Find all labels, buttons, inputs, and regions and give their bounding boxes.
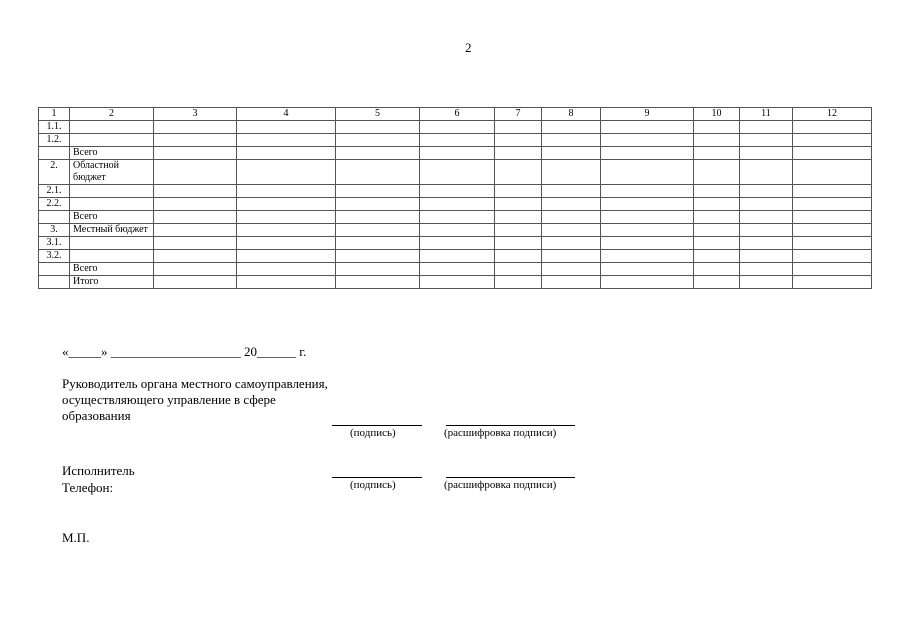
table-cell [336, 250, 420, 263]
head-signature-line [332, 425, 422, 426]
table-cell [793, 121, 872, 134]
row-label-cell: Итого [70, 276, 154, 289]
table-cell [336, 276, 420, 289]
table-cell [542, 198, 601, 211]
row-number-cell: 2.1. [39, 185, 70, 198]
table-cell [237, 121, 336, 134]
table-cell [601, 121, 694, 134]
table-row [39, 160, 872, 185]
row-label-cell [70, 237, 154, 250]
row-number-cell: 3.1. [39, 237, 70, 250]
table-row [39, 276, 872, 289]
table-cell [542, 237, 601, 250]
table-cell [793, 250, 872, 263]
table-cell [154, 121, 237, 134]
table-row [39, 224, 872, 237]
table-cell [237, 198, 336, 211]
page-number: 2 [465, 40, 472, 55]
table-cell [694, 198, 740, 211]
head-decoding-caption: (расшифровка подписи) [444, 427, 557, 439]
table-cell [694, 237, 740, 250]
row-number-cell [39, 276, 70, 289]
report-table [38, 107, 872, 289]
table-cell [420, 237, 495, 250]
date-line: «_____» ____________________ 20______ г. [62, 344, 307, 359]
header-cell: 5 [336, 108, 420, 121]
table-cell [154, 134, 237, 147]
table-cell [793, 224, 872, 237]
table-cell [495, 198, 542, 211]
table-cell [237, 263, 336, 276]
table-cell [154, 263, 237, 276]
table-cell [237, 237, 336, 250]
table-cell [336, 224, 420, 237]
table-cell [237, 147, 336, 160]
table-cell [793, 134, 872, 147]
table-cell [420, 147, 495, 160]
table-cell [495, 160, 542, 185]
table-cell [154, 224, 237, 237]
executor-signature-line [332, 477, 422, 478]
table-row [39, 211, 872, 224]
table-cell [793, 198, 872, 211]
table-cell [601, 185, 694, 198]
row-label-cell [70, 134, 154, 147]
table-cell [495, 276, 542, 289]
row-label-cell [70, 198, 154, 211]
table-cell [601, 237, 694, 250]
header-cell: 3 [154, 108, 237, 121]
table-cell [237, 250, 336, 263]
row-label-cell: Областной бюджет [70, 160, 154, 185]
stamp-label: М.П. [62, 530, 90, 545]
table-cell [694, 224, 740, 237]
table-cell [420, 198, 495, 211]
table-cell [601, 263, 694, 276]
table-cell [495, 211, 542, 224]
row-number-cell: 3. [39, 224, 70, 237]
row-label-cell [70, 121, 154, 134]
table-cell [740, 250, 793, 263]
table-cell [495, 250, 542, 263]
table-row [39, 250, 872, 263]
table-cell [601, 160, 694, 185]
table-row [39, 198, 872, 211]
table-cell [542, 134, 601, 147]
table-cell [740, 160, 793, 185]
table-cell [793, 263, 872, 276]
phone-label: Телефон: [62, 480, 114, 495]
table-cell [237, 185, 336, 198]
table-cell [793, 185, 872, 198]
table-cell [601, 276, 694, 289]
table-cell [154, 185, 237, 198]
header-cell: 9 [601, 108, 694, 121]
header-cell: 8 [542, 108, 601, 121]
head-decoding-line [446, 425, 575, 426]
executor-label: Исполнитель [62, 463, 135, 478]
row-number-cell: 2.2. [39, 198, 70, 211]
table-cell [237, 224, 336, 237]
table-cell [495, 121, 542, 134]
table-cell [740, 147, 793, 160]
header-cell: 10 [694, 108, 740, 121]
row-number-cell [39, 211, 70, 224]
row-label-cell [70, 250, 154, 263]
table-cell [420, 134, 495, 147]
table-cell [420, 224, 495, 237]
table-cell [740, 224, 793, 237]
table-cell [694, 263, 740, 276]
row-label-cell: Всего [70, 263, 154, 276]
table-cell [542, 276, 601, 289]
row-label-cell [70, 185, 154, 198]
table-cell [542, 263, 601, 276]
table-cell [694, 121, 740, 134]
table-cell [154, 211, 237, 224]
row-number-cell [39, 263, 70, 276]
header-cell: 11 [740, 108, 793, 121]
table-cell [336, 237, 420, 250]
table-cell [336, 160, 420, 185]
row-label-cell: Всего [70, 147, 154, 160]
table-cell [601, 250, 694, 263]
table-cell [793, 211, 872, 224]
table-cell [420, 121, 495, 134]
table-row [39, 134, 872, 147]
table-cell [237, 211, 336, 224]
head-title: Руководитель органа местного самоуправления, осуществляющего управление в сфере образования [62, 376, 328, 423]
header-cell: 7 [495, 108, 542, 121]
table-cell [336, 134, 420, 147]
table-cell [542, 250, 601, 263]
table-cell [542, 160, 601, 185]
header-cell: 1 [39, 108, 70, 121]
executor-decoding-caption: (расшифровка подписи) [444, 479, 557, 491]
table-cell [495, 237, 542, 250]
table-cell [336, 211, 420, 224]
table-cell [740, 237, 793, 250]
row-number-cell: 3.2. [39, 250, 70, 263]
row-number-cell: 1.2. [39, 134, 70, 147]
table-cell [154, 237, 237, 250]
table-cell [237, 134, 336, 147]
table-header-row [39, 108, 872, 121]
executor-signature-caption: (подпись) [350, 479, 396, 491]
table-cell [336, 147, 420, 160]
table-row [39, 237, 872, 250]
row-label-cell: Местный бюджет [70, 224, 154, 237]
table-cell [420, 276, 495, 289]
table-cell [694, 211, 740, 224]
table-cell [793, 276, 872, 289]
table-cell [740, 211, 793, 224]
table-cell [740, 276, 793, 289]
table-cell [694, 160, 740, 185]
table-cell [420, 160, 495, 185]
table-cell [154, 147, 237, 160]
table-cell [740, 185, 793, 198]
table-cell [542, 224, 601, 237]
table-cell [793, 237, 872, 250]
table-cell [495, 185, 542, 198]
table-cell [601, 224, 694, 237]
table-cell [336, 263, 420, 276]
table-cell [694, 276, 740, 289]
table-cell [601, 147, 694, 160]
table-cell [420, 211, 495, 224]
header-cell: 2 [70, 108, 154, 121]
table-cell [420, 250, 495, 263]
table-cell [601, 134, 694, 147]
table-cell [740, 263, 793, 276]
table-cell [793, 147, 872, 160]
head-signature-caption: (подпись) [350, 427, 396, 439]
table-cell [495, 147, 542, 160]
header-cell: 4 [237, 108, 336, 121]
table-cell [694, 147, 740, 160]
table-cell [237, 160, 336, 185]
table-cell [694, 250, 740, 263]
table-cell [694, 134, 740, 147]
executor-decoding-line [446, 477, 575, 478]
row-number-cell [39, 147, 70, 160]
row-label-cell: Всего [70, 211, 154, 224]
table-cell [154, 160, 237, 185]
table-cell [601, 211, 694, 224]
table-row [39, 147, 872, 160]
table-cell [601, 198, 694, 211]
row-number-cell: 1.1. [39, 121, 70, 134]
table-row [39, 121, 872, 134]
table-cell [420, 263, 495, 276]
header-cell: 12 [793, 108, 872, 121]
table-cell [694, 185, 740, 198]
table-cell [495, 134, 542, 147]
table-cell [542, 211, 601, 224]
table-cell [793, 160, 872, 185]
table-cell [237, 276, 336, 289]
table-cell [740, 134, 793, 147]
table-cell [336, 185, 420, 198]
table-cell [740, 198, 793, 211]
table-cell [542, 147, 601, 160]
table-cell [336, 198, 420, 211]
table-row [39, 263, 872, 276]
table-row [39, 185, 872, 198]
table-cell [154, 198, 237, 211]
header-cell: 6 [420, 108, 495, 121]
table-cell [154, 250, 237, 263]
table-cell [495, 263, 542, 276]
row-number-cell: 2. [39, 160, 70, 185]
table-cell [154, 276, 237, 289]
table-cell [542, 185, 601, 198]
table-cell [542, 121, 601, 134]
table-cell [420, 185, 495, 198]
table-cell [336, 121, 420, 134]
table-cell [740, 121, 793, 134]
table-cell [495, 224, 542, 237]
